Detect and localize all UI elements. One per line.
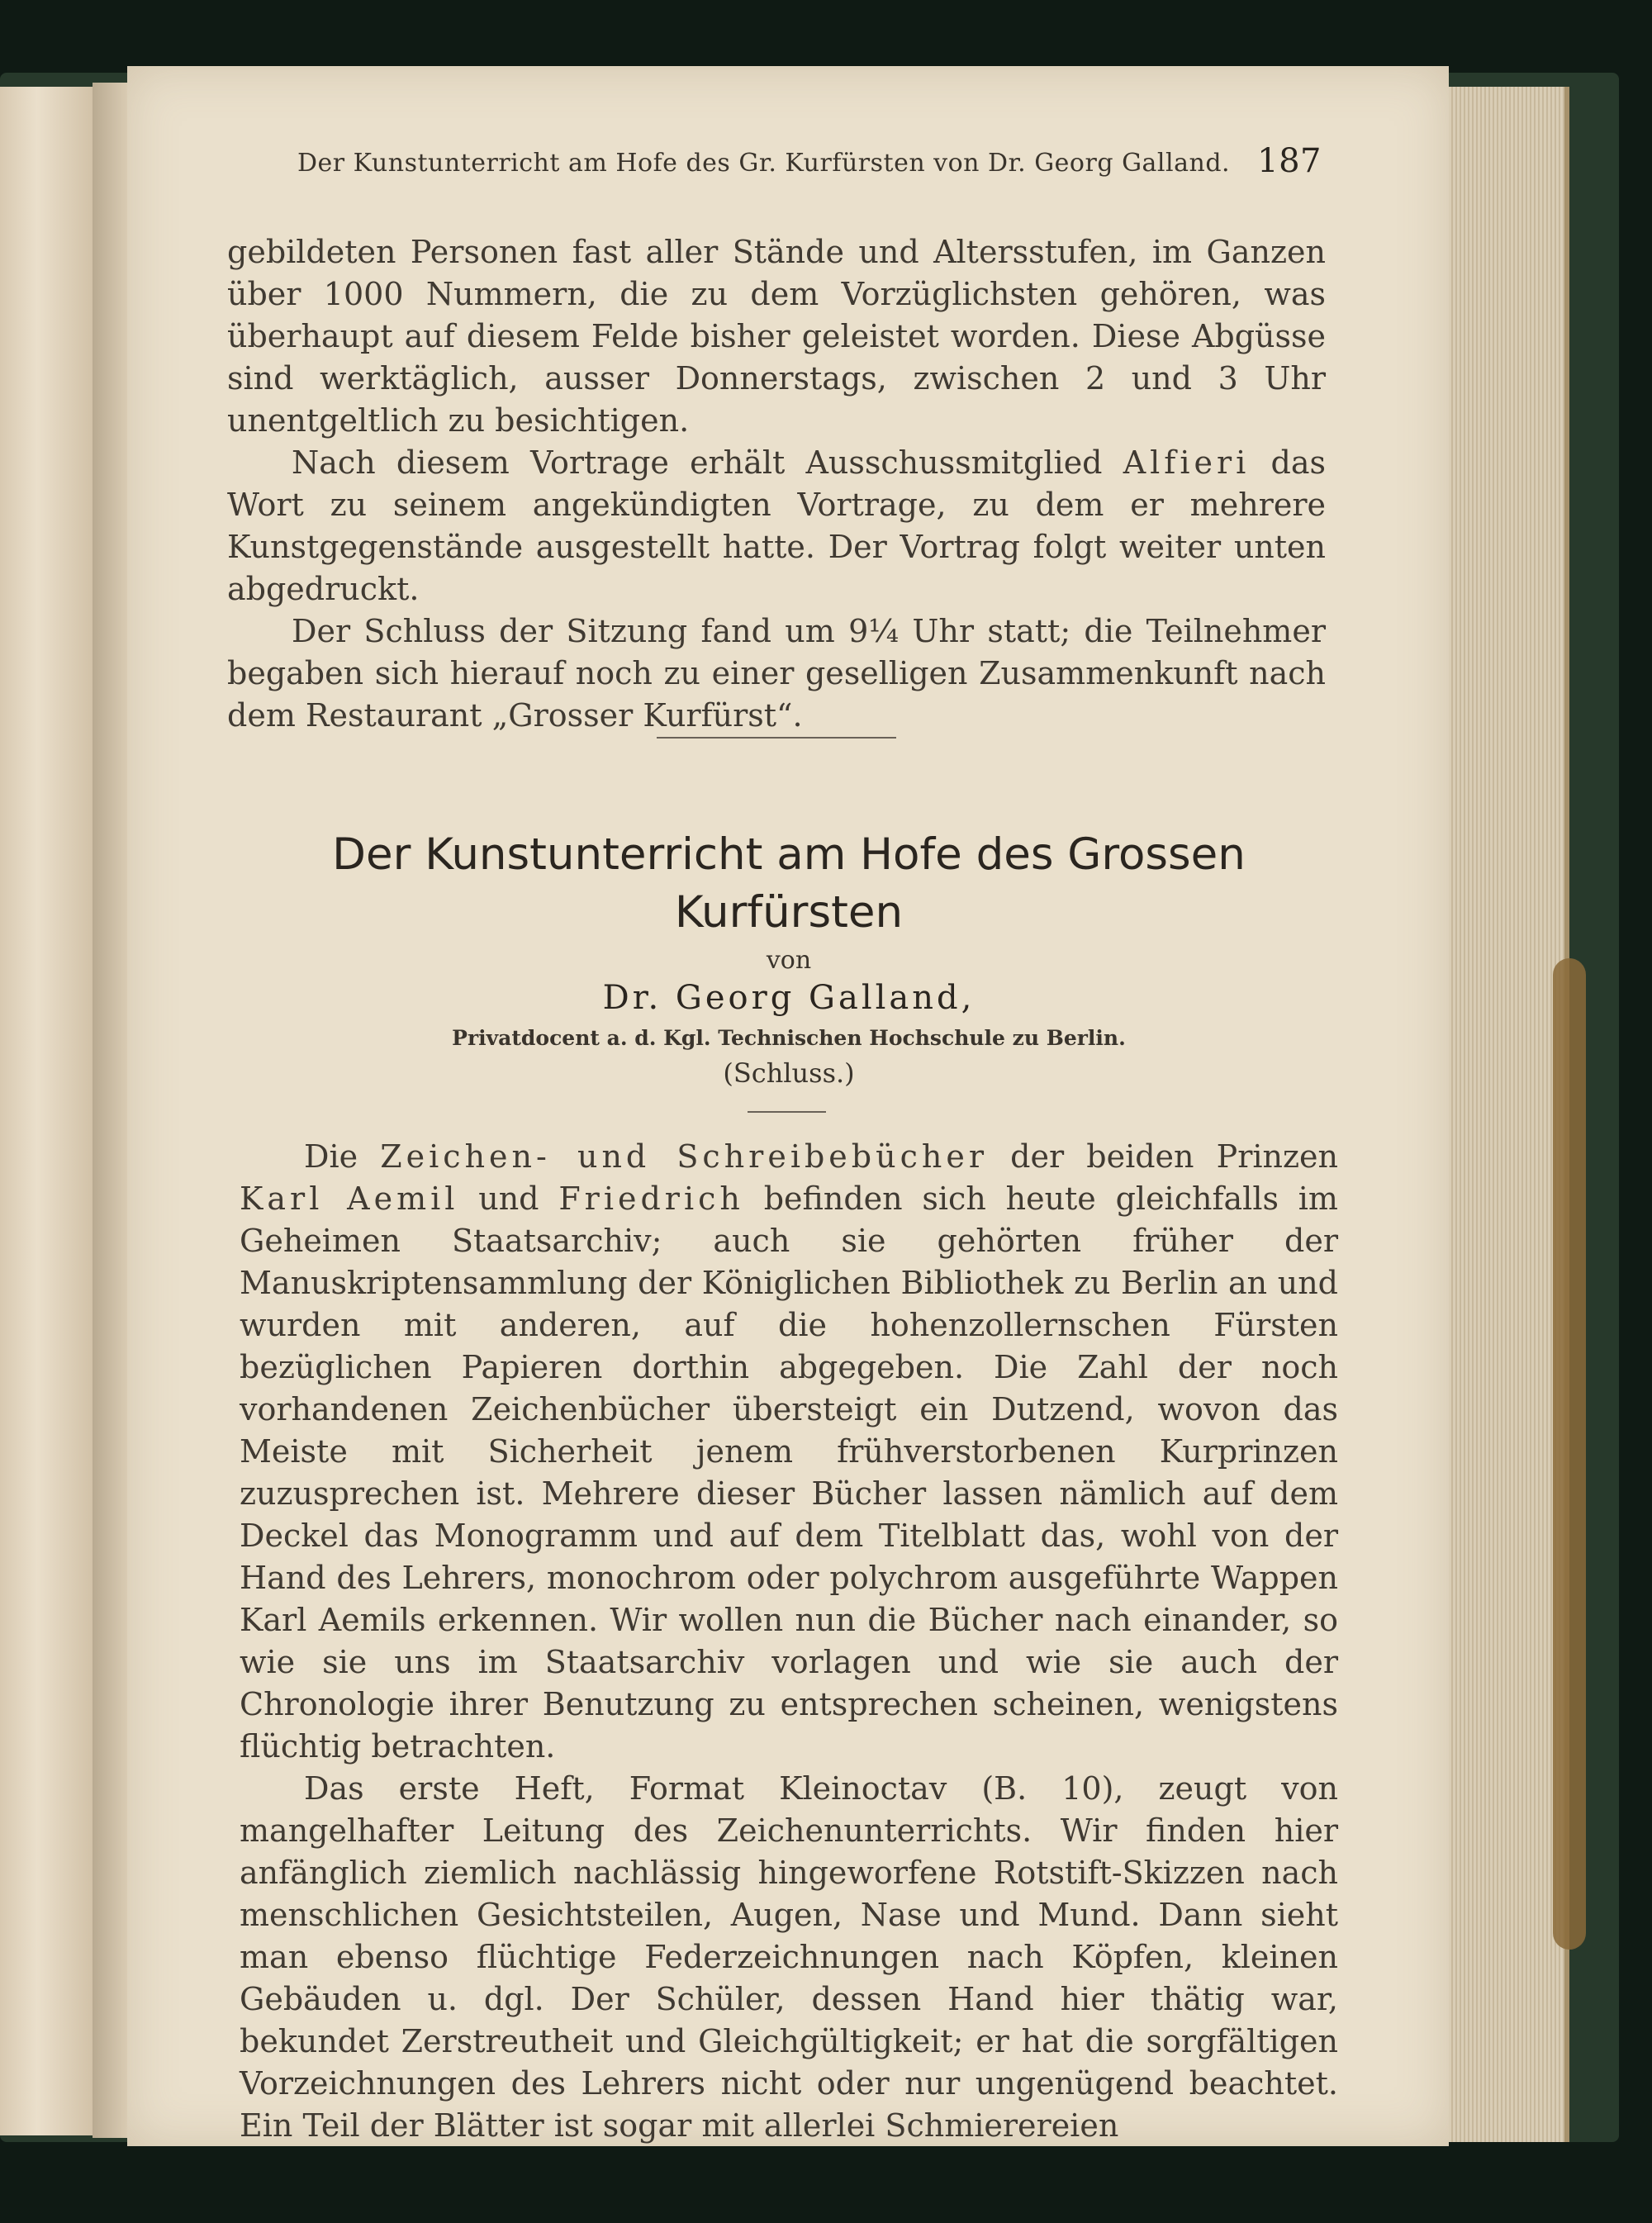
spaced-term: Zeichen- und Schreibebücher	[380, 1138, 989, 1175]
running-head-title: Der Kunstunterricht am Hofe des Gr. Kurfürsten von Dr. Georg Galland.	[297, 149, 1231, 178]
spaced-name: Friedrich	[558, 1180, 744, 1217]
page-block-edges	[1449, 87, 1569, 2142]
paragraph	[227, 442, 1326, 610]
spaced-name: Alfieri	[1123, 444, 1251, 481]
author-name: Dr. Georg Galland,	[602, 979, 976, 1017]
previous-article-end	[227, 231, 1326, 737]
text-run: Die	[304, 1138, 358, 1175]
book-gutter	[93, 83, 127, 2138]
text-run: Nach diesem Vortrage erhält Ausschussmitglied	[292, 444, 1103, 481]
title-rule	[748, 1111, 826, 1113]
author-affiliation: Privatdocent a. d. Kgl. Technischen Hochschule zu Berlin.	[452, 1026, 1126, 1050]
text-run: befinden sich heute gleichfalls im Geheimen Staatsarchiv; auch sie gehörten früher der Manuskriptensammlung der Königlichen Bibliothek zu Berlin an und wurden mit anderen, auf die hohenzollernschen Fürsten bezüglichen Papieren dorthin abgegeben. Die Zahl der noch vorhandenen Zeichenbücher übersteigt ein Dutzend, wovon das Meiste mit Sicherheit jenem frühverstorbenen Kurprinzen zuzusprechen ist. Mehrere dieser Bücher lassen nämlich auf dem Deckel das Monogramm und auf dem Titelblatt das, wohl von der Hand des Lehrers, monochrom oder polychrom ausgeführte Wappen Karl Aemils erkennen. Wir wollen nun die Bücher nach einander, so wie sie uns im Staatsarchiv vorlagen und wie sie auch der Chronologie ihrer Benutzung zu entsprechen scheinen, wenigstens flüchtig betrachten.	[240, 1180, 1338, 1765]
left-page-edge	[0, 87, 94, 2135]
paragraph: Das erste Heft, Format Kleinoctav (B. 10), zeugt von mangelhafter Leitung des Zeichenunterrichts. Wir finden hier anfänglich ziemlich nachlässig hingeworfene Rotstift-Skizzen nach menschlichen Gesichtsteilen, Augen, Nase und Mund. Dann sieht man ebenso flüchtige Federzeichnungen nach Köpfen, kleinen Gebäuden u. dgl. Der Schüler, dessen Hand hier thätig war, bekundet Zerstreutheit und Gleichgültigkeit; er hat die sorgfältigen Vorzeichnungen des Lehrers nicht oder nur ungenügend beachtet. Ein Teil der Blätter ist sogar mit allerlei Schmierereien	[240, 1770, 1338, 2144]
title-line-1: Der Kunstunterricht am Hofe des Grossen	[332, 829, 1246, 880]
text-run: und	[478, 1180, 539, 1217]
text-run: das Wort zu seinem angekündigten Vortrage, zu dem er mehrere Kunstgegenstände ausgestellt hatte. Der Vortrag folgt weiter unten abgedruckt.	[227, 444, 1326, 607]
page-number: 187	[1257, 142, 1322, 180]
title-line-2: Kurfürsten	[674, 887, 904, 938]
article-body	[240, 1136, 1338, 2147]
damaged-page-edges	[1553, 958, 1586, 1950]
paragraph: gebildeten Personen fast aller Stände und Altersstufen, im Ganzen über 1000 Nummern, die zu dem Vorzüglichsten gehören, was überhaupt auf diesem Felde bisher geleistet worden. Diese Abgüsse sind werktäglich, ausser Donnerstags, zwischen 2 und 3 Uhr unentgeltlich zu besichtigen.	[227, 234, 1326, 439]
section-divider	[657, 737, 896, 739]
running-head	[297, 142, 1322, 180]
paragraph: Der Schluss der Sitzung fand um 9¼ Uhr statt; die Teilnehmer begaben sich hierauf noch zu einer geselligen Zusammenkunft nach dem Restaurant „Grosser Kurfürst“.	[227, 613, 1326, 734]
text-run: der beiden Prinzen	[1010, 1138, 1338, 1175]
paragraph	[240, 1136, 1338, 1768]
spaced-name: Karl Aemil	[240, 1180, 459, 1217]
byline-von: von	[766, 946, 812, 975]
conclusion-note: (Schluss.)	[723, 1057, 855, 1089]
article-title	[240, 826, 1338, 942]
